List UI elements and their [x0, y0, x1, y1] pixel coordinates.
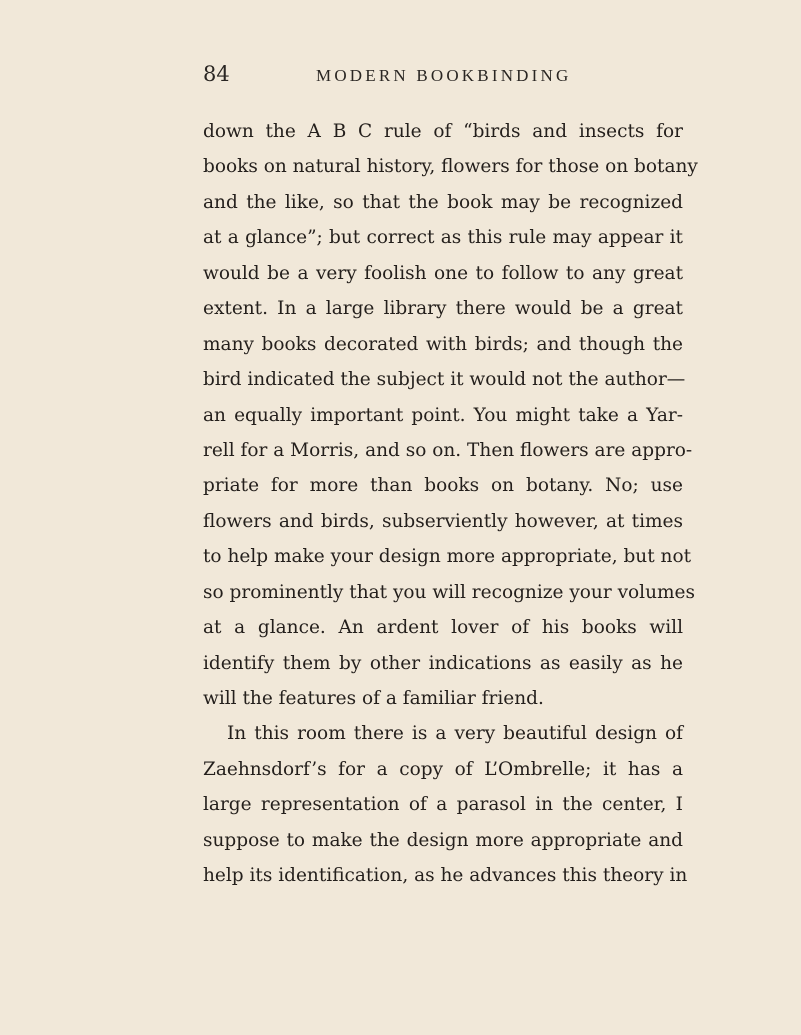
text-line: down the A B C rule of “birds and insects for: [203, 121, 683, 142]
text-line: and the like, so that the book may be recognized: [203, 191, 683, 213]
text-line: would be a very foolish one to follow to any great: [203, 262, 683, 284]
text-line: identify them by other indications as easily as he: [203, 652, 683, 674]
text-line: suppose to make the design more appropriate and: [203, 829, 683, 851]
text-line: bird indicated the subject it would not the author—: [203, 369, 686, 391]
paragraph-start-line: In this room there is a very beautiful design of: [227, 723, 683, 745]
text-line: at a glance. An ardent lover of his books will: [203, 617, 683, 639]
text-line: Zaehnsdorf’s for a copy of L’Ombrelle; it has a: [203, 758, 683, 780]
text-line: books on natural history, flowers for those on botany: [203, 156, 698, 178]
body-text: [203, 114, 698, 894]
text-line: rell for a Morris, and so on. Then flowers are appro-: [203, 439, 693, 461]
text-line: many books decorated with birds; and though the: [203, 333, 683, 355]
text-line: extent. In a large library there would be a great: [203, 298, 683, 320]
text-line: priate for more than books on botany. No; use: [203, 475, 683, 497]
text-line: so prominently that you will recognize your volumes: [203, 581, 695, 603]
text-line: to help make your design more appropriate, but not: [203, 546, 692, 568]
running-title: MODERN BOOKBINDING: [316, 66, 572, 85]
page-number: 84: [203, 62, 230, 86]
text-line: an equally important point. You might take a Yar-: [203, 404, 683, 426]
text-line: will the features of a familiar friend.: [203, 688, 544, 709]
running-head: [203, 62, 683, 92]
text-line: at a glance”; but correct as this rule may appear it: [203, 227, 683, 249]
text-line: flowers and birds, subserviently however, at times: [203, 510, 683, 532]
text-line: help its identification, as he advances this theory in: [203, 865, 688, 887]
text-line: large representation of a parasol in the center, I: [203, 794, 683, 816]
